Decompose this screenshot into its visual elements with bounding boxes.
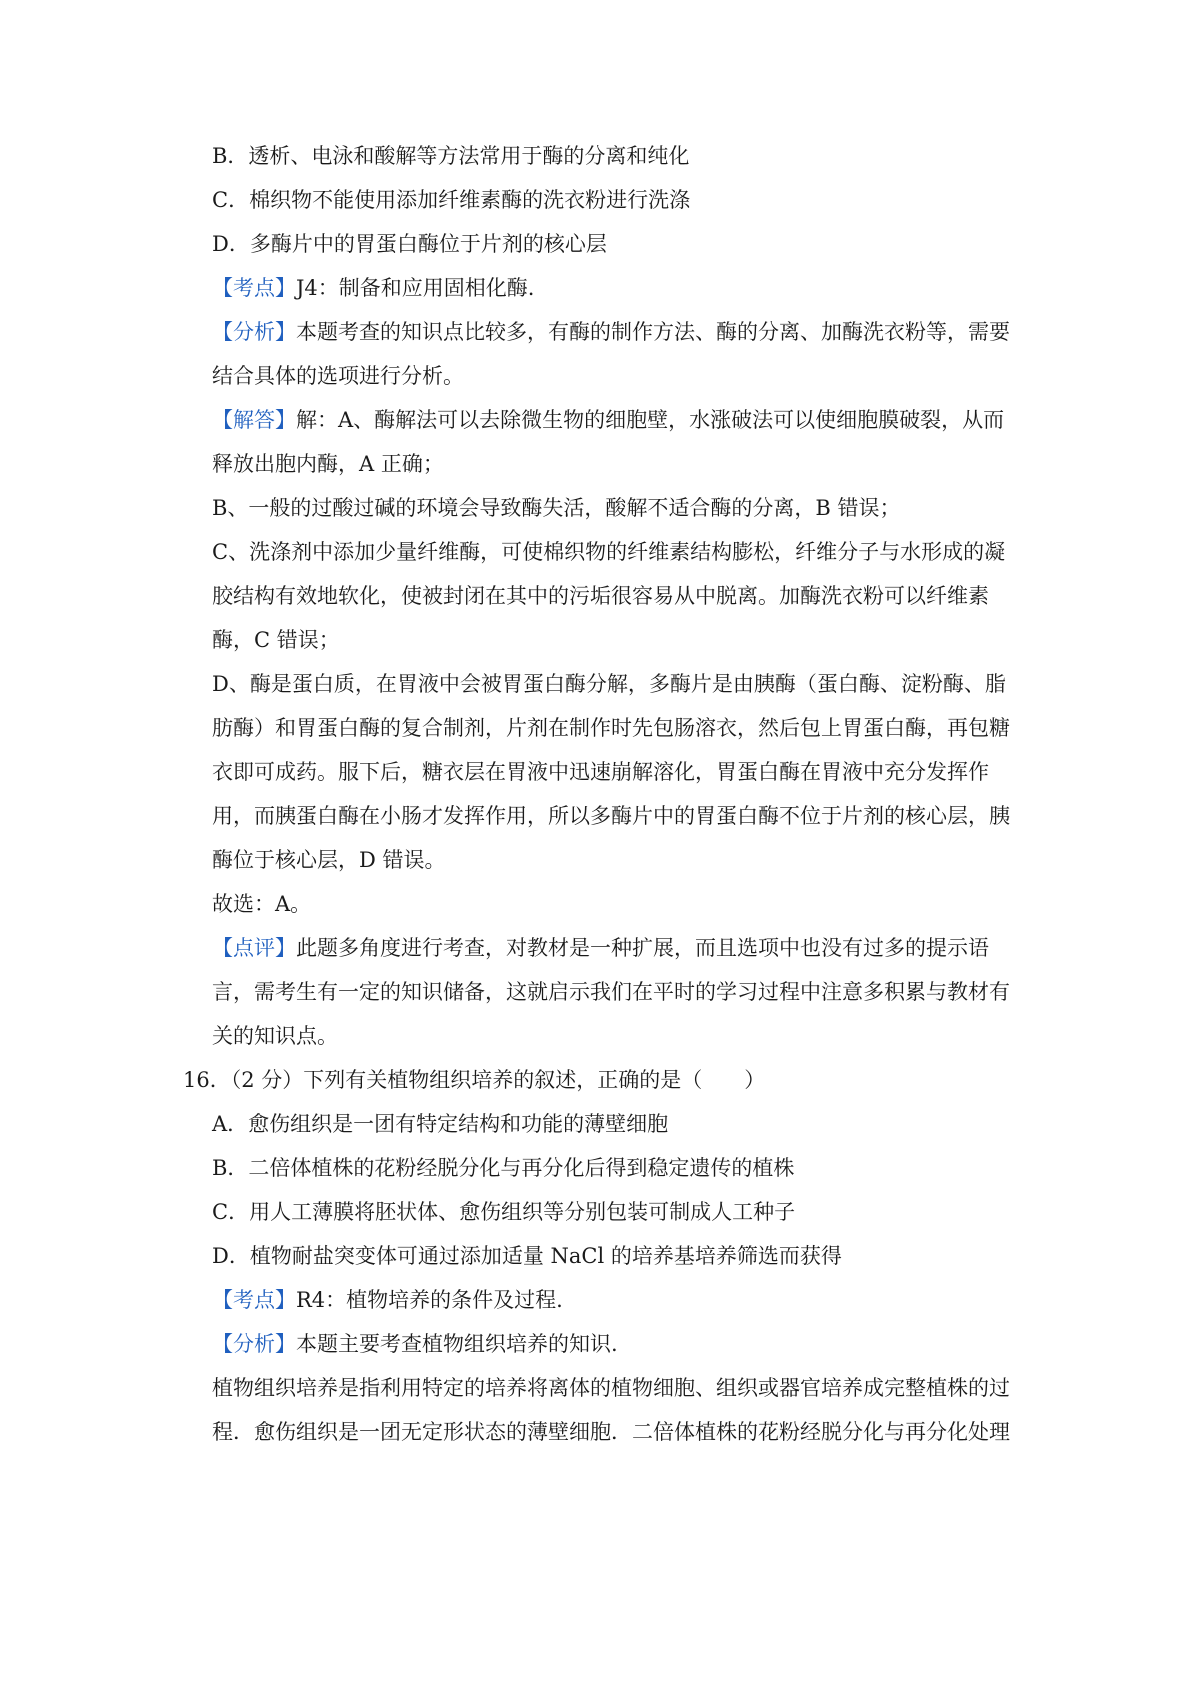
line-text: 程．愈伤组织是一团无定形状态的薄壁细胞．二倍体植株的花粉经脱分化与再分化处理: [212, 1420, 1010, 1444]
fenxi-q15-cont: [212, 361, 464, 391]
dianping-q15: [212, 933, 989, 963]
line-text: 用，而胰蛋白酶在小肠才发挥作用，所以多酶片中的胃蛋白酶不位于片剂的核心层，胰: [212, 804, 1010, 828]
kaodian-tag: 【考点】: [212, 276, 296, 300]
line-text: 酶，C 错误；: [212, 628, 340, 652]
line-text: D．多酶片中的胃蛋白酶位于片剂的核心层: [212, 232, 607, 256]
jieda-q15-line9: [212, 757, 989, 787]
line-text: D、酶是蛋白质，在胃液中会被胃蛋白酶分解，多酶片是由胰酶（蛋白酶、淀粉酶、脂: [212, 672, 1006, 696]
fenxi-q16-line2: [212, 1373, 1010, 1403]
line-text: 衣即可成药。服下后，糖衣层在胃液中迅速崩解溶化，胃蛋白酶在胃液中充分发挥作: [212, 760, 989, 784]
line-text: 本题主要考查植物组织培养的知识.: [296, 1332, 618, 1356]
line-text: C．棉织物不能使用添加纤维素酶的洗衣粉进行洗涤: [212, 188, 691, 212]
line-text: D．植物耐盐突变体可通过添加适量 NaCl 的培养基培养筛选而获得: [212, 1244, 842, 1268]
jieda-q15-line11: [212, 845, 446, 875]
option-b-q16: [212, 1153, 794, 1183]
jieda-q15: [212, 405, 1004, 435]
fenxi-tag: 【分析】: [212, 320, 296, 344]
fenxi-tag: 【分析】: [212, 1332, 296, 1356]
line-text: R4：植物培养的条件及过程.: [296, 1288, 563, 1312]
jieda-tag: 【解答】: [212, 408, 296, 432]
option-b-q15: [212, 141, 689, 171]
answer-q15: [212, 889, 311, 919]
jieda-q15-line8: [212, 713, 1010, 743]
option-d-q15: [212, 229, 607, 259]
fenxi-q15: [212, 317, 1010, 347]
jieda-q15-line7: [212, 669, 1006, 699]
fenxi-q16-line3: [212, 1417, 1010, 1447]
line-text: B．二倍体植株的花粉经脱分化与再分化后得到稳定遗传的植株: [212, 1156, 795, 1180]
dianping-q15-line3: [212, 1021, 338, 1051]
jieda-q15-line6: [212, 625, 340, 655]
line-text: 言，需考生有一定的知识储备，这就启示我们在平时的学习过程中注意多积累与教材有: [212, 980, 1010, 1004]
line-text: C．用人工薄膜将胚状体、愈伤组织等分别包装可制成人工种子: [212, 1200, 796, 1224]
line-text: 此题多角度进行考查，对教材是一种扩展，而且选项中也没有过多的提示语: [296, 936, 989, 960]
line-text: 故选：A。: [212, 892, 312, 916]
jieda-q15-line5: [212, 581, 989, 611]
dianping-tag: 【点评】: [212, 936, 296, 960]
dianping-q15-line2: [212, 977, 1010, 1007]
question-16: [183, 1065, 765, 1095]
line-text: 胶结构有效地软化，使被封闭在其中的污垢很容易从中脱离。加酶洗衣粉可以纤维素: [212, 584, 989, 608]
option-d-q16: [212, 1241, 842, 1271]
line-text: A．愈伤组织是一团有特定结构和功能的薄壁细胞: [212, 1112, 669, 1136]
line-text: B．透析、电泳和酸解等方法常用于酶的分离和纯化: [212, 144, 690, 168]
kaodian-q16: [212, 1285, 563, 1315]
line-text: 关的知识点。: [212, 1024, 338, 1048]
line-text: 本题考查的知识点比较多，有酶的制作方法、酶的分离、加酶洗衣粉等，需要: [296, 320, 1010, 344]
kaodian-q15: [212, 273, 534, 303]
jieda-q15-line3: [212, 493, 901, 523]
line-text: 释放出胞内酶，A 正确；: [212, 452, 444, 476]
option-a-q16: [212, 1109, 668, 1139]
line-text: B、一般的过酸过碱的环境会导致酶失活，酸解不适合酶的分离，B 错误；: [212, 496, 901, 520]
line-text: 酶位于核心层，D 错误。: [212, 848, 446, 872]
line-text: 结合具体的选项进行分析。: [212, 364, 464, 388]
line-text: 16．（2 分）下列有关植物组织培养的叙述，正确的是（ ）: [183, 1068, 766, 1092]
line-text: C、洗涤剂中添加少量纤维酶，可使棉织物的纤维素结构膨松，纤维分子与水形成的凝: [212, 540, 1006, 564]
line-text: 植物组织培养是指利用特定的培养将离体的植物细胞、组织或器官培养成完整植株的过: [212, 1376, 1010, 1400]
option-c-q15: [212, 185, 690, 215]
kaodian-tag: 【考点】: [212, 1288, 296, 1312]
option-c-q16: [212, 1197, 795, 1227]
line-text: 肪酶）和胃蛋白酶的复合制剂，片剂在制作时先包肠溶衣，然后包上胃蛋白酶，再包糖: [212, 716, 1010, 740]
jieda-q15-line4: [212, 537, 1005, 567]
jieda-q15-line10: [212, 801, 1010, 831]
line-text: J4：制备和应用固相化酶.: [296, 276, 535, 300]
line-text: 解：A、酶解法可以去除微生物的细胞壁，水涨破法可以使细胞膜破裂，从而: [296, 408, 1005, 432]
fenxi-q16: [212, 1329, 618, 1359]
jieda-q15-line2: [212, 449, 444, 479]
